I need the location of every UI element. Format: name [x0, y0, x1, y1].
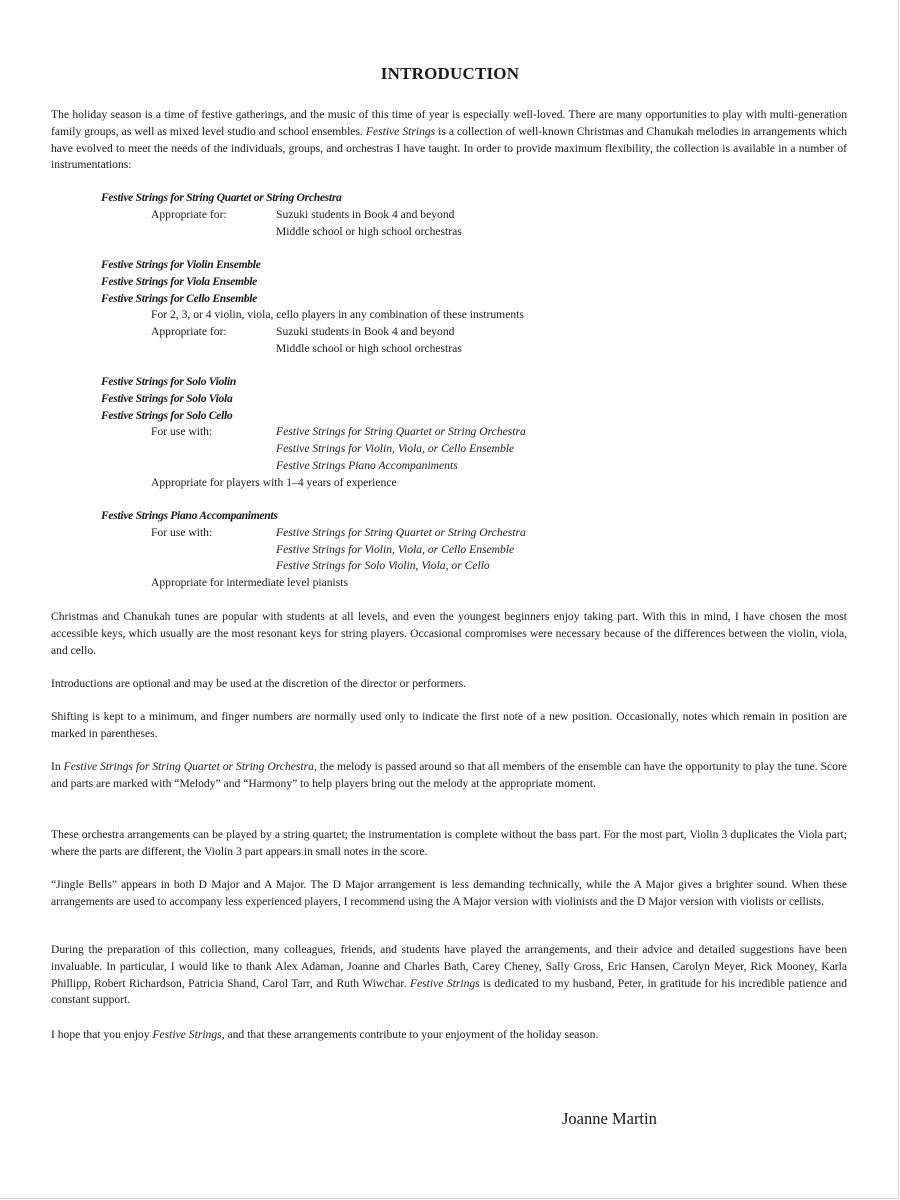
intro-emphasis: Festive Strings: [365, 124, 436, 138]
use-with-value: Festive Strings for Solo Violin, Viola, or Cello: [276, 559, 490, 573]
paragraph-introductions: Introductions are optional and may be used at the discretion of the director or performers.: [51, 677, 466, 690]
intro-text-2: is a collection of well-known Christmas and Chanukah melodies in arrangements which have evolved to meet the needs of the individuals, groups, and orchestras I have taught. In order to provide maximum flexibility, the collection is available in a number of instrumentations:: [51, 124, 848, 172]
paragraph-shifting: Shifting is kept to a minimum, and finger numbers are normally used only to indicate the first note of a new position. Occasionally, notes which remain in position are marked in parentheses.: [51, 710, 847, 740]
edition-quartet: [101, 190, 801, 240]
edition-title: Festive Strings Piano Accompaniments: [101, 509, 278, 522]
paragraph-keys: Christmas and Chanukah tunes are popular with students at all levels, and even the youngest beginners enjoy taking part. With this in mind, I have chosen the most accessible keys, which usually are the most resonant keys for string players. Occasional compromises were necessary because of the differences between the violin, viola, and cello.: [51, 610, 847, 657]
appropriate-value: Suzuki students in Book 4 and beyond: [276, 207, 455, 221]
edition-title: Festive Strings for Viola Ensemble: [101, 274, 257, 288]
use-with-value: Festive Strings for String Quartet or String Orchestra: [276, 425, 526, 439]
paragraph-closing: I hope that you enjoy Festive Strings, and that these arrangements contribute to your enjoyment of the holiday season.: [51, 1028, 599, 1041]
appropriate-value: Middle school or high school orchestras: [276, 224, 462, 238]
paragraph-melody: In Festive Strings for String Quartet or String Orchestra, the melody is passed around so that all members of the ensemble can have the opportunity to play the tune. Score and parts are marked with “Melody” and “Harmony” to help players bring out the melody at the appropriate moment.: [51, 760, 847, 790]
edition-title: Festive Strings for String Quartet or String Orchestra: [101, 191, 342, 204]
appropriate-value: Suzuki students in Book 4 and beyond: [276, 325, 455, 339]
signature: Joanne Martin: [562, 1109, 657, 1128]
edition-title: Festive Strings for Cello Ensemble: [101, 291, 257, 305]
paragraph-acknowledgements: During the preparation of this collection, many colleagues, friends, and students have played the arrangements, and their advice and detailed suggestions have been invaluable. In particular, I would like to thank Alex Adaman, Joanne and Charles Bath, Carey Cheney, Sally Gross, Eric Hansen, Carolyn Meyer, Rick Mooney, Karla Phillipp, Robert Richardson, Patricia Shand, Carol Tarr, and Ruth Wiwchar. Festive Strings is dedicated to my husband, Peter, in gratitude for his incredible patience and constant support.: [51, 943, 847, 1007]
page-title: INTRODUCTION: [380, 64, 520, 83]
use-with-value: Festive Strings Piano Accompaniments: [276, 458, 458, 472]
use-with-label: For use with:: [151, 525, 213, 539]
paragraph-jingle-bells: “Jingle Bells” appears in both D Major and A Major. The D Major arrangement is less demanding technically, while the A Major gives a brighter sound. When these arrangements are used to accompany less experienced players, I recommend using the A Major version with violinists and the D Major version with violists or cellists.: [51, 878, 847, 908]
appropriate-value: Middle school or high school orchestras: [276, 341, 462, 355]
intro-paragraph: [51, 107, 847, 174]
edition-title: Festive Strings for Violin Ensemble: [101, 258, 261, 271]
edition-piano: [101, 508, 801, 592]
edition-note: For 2, 3, or 4 violin, viola, cello players in any combination of these instruments: [151, 308, 524, 322]
use-with-value: Festive Strings for String Quartet or String Orchestra: [276, 525, 526, 539]
appropriate-label: Appropriate for:: [151, 325, 227, 339]
edition-title: Festive Strings for Solo Violin: [101, 375, 237, 388]
appropriate-line: Appropriate for intermediate level pianists: [151, 576, 349, 590]
appropriate-label: Appropriate for:: [151, 207, 227, 221]
use-with-label: For use with:: [151, 425, 213, 439]
intro-text-1: The holiday season is a time of festive gatherings, and the music of this time of year is especially well-loved. There are many opportunities to play with multi-generation family groups, as well as mixed level studio and school ensembles.: [51, 108, 847, 138]
edition-title: Festive Strings for Solo Cello: [101, 408, 233, 422]
use-with-value: Festive Strings for Violin, Viola, or Cello Ensemble: [276, 442, 515, 456]
edition-solo: [101, 374, 801, 492]
use-with-value: Festive Strings for Violin, Viola, or Cello Ensemble: [276, 542, 515, 556]
edition-title: Festive Strings for Solo Viola: [101, 391, 233, 405]
appropriate-line: Appropriate for players with 1–4 years of experience: [151, 475, 397, 489]
edition-ensemble: [101, 257, 801, 358]
paragraph-quartet: These orchestra arrangements can be played by a string quartet; the instrumentation is complete without the bass part. For the most part, Violin 3 duplicates the Viola part; where the parts are different, the Violin 3 part appears in small notes in the score.: [51, 828, 847, 858]
